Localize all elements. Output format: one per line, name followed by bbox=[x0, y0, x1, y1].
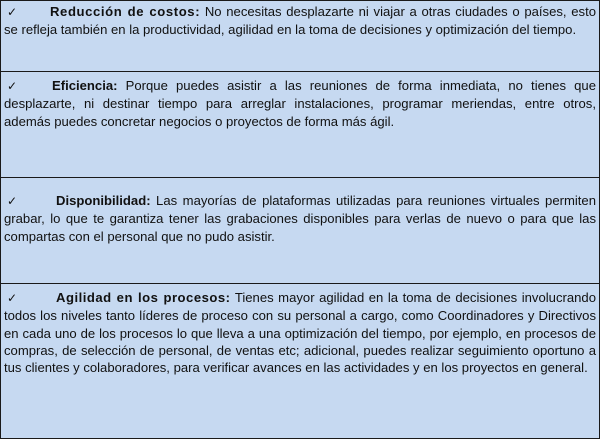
benefit-heading: Disponibilidad: bbox=[56, 193, 151, 208]
benefit-heading: Agilidad en los procesos: bbox=[56, 290, 231, 305]
benefit-text: Tienes mayor agilidad en la toma de decisiones involucrando todos los niveles tanto líderes de proceso con su personal a cargo, como Coordinadores y Directivos en cada uno de los procesos lo que lleva a una optimización del tiempo, por ejemplo, en procesos de compras, de selección de personal, de ventas etc; adicional, puedes realizar seguimiento oportuno a tus clientes y colaboradores, para verificar avances en las actividades y en los proyectos en general. bbox=[4, 290, 596, 376]
benefit-paragraph bbox=[4, 178, 596, 245]
benefit-text: No necesitas desplazarte ni viajar a otras ciudades o países, esto se refleja también en la productividad, agilidad en la toma de decisiones y optimización del tiempo. bbox=[4, 4, 596, 38]
checkmark-icon: ✓ bbox=[7, 291, 18, 305]
benefit-text: Las mayorías de plataformas utilizadas para reuniones virtuales permiten grabar, lo que te garantiza tener las grabaciones disponibles para verlas de nuevo o para que las compartas con el personal que no pudo asistir. bbox=[4, 193, 596, 244]
benefit-heading: Eficiencia: bbox=[52, 78, 118, 93]
benefit-heading: Reducción de costos: bbox=[50, 4, 201, 19]
table-row bbox=[1, 178, 599, 284]
table-row bbox=[1, 1, 599, 72]
checkmark-icon: ✓ bbox=[7, 5, 18, 19]
benefit-paragraph bbox=[4, 1, 596, 39]
checkmark-icon: ✓ bbox=[7, 194, 18, 208]
table-row bbox=[1, 284, 599, 438]
benefit-paragraph bbox=[4, 72, 596, 130]
checkmark-icon: ✓ bbox=[7, 79, 18, 93]
benefit-text: Porque puedes asistir a las reuniones de forma inmediata, no tienes que desplazarte, ni destinar tiempo para arreglar instalaciones, programar meriendas, entre otros, además puedes concretar negocios o proyectos de forma más ágil. bbox=[4, 78, 596, 129]
table-row bbox=[1, 72, 599, 178]
benefit-paragraph bbox=[4, 284, 596, 376]
